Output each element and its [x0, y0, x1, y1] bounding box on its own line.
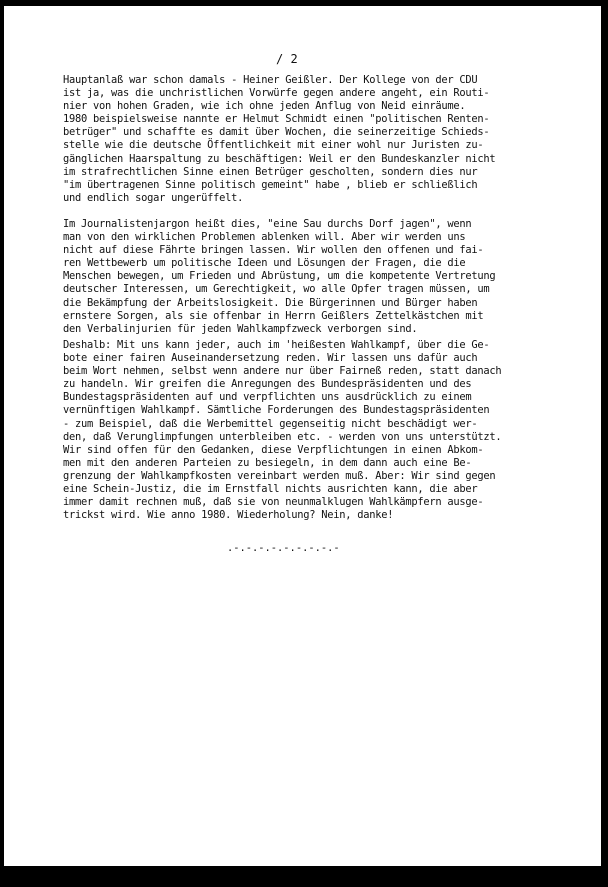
text-line: Menschen bewegen, um Frieden und Abrüstung, um die kompetente Vertretung	[63, 270, 496, 283]
text-line: Wir sind offen für den Gedanken, diese Verpflichtungen in einen Abkom-	[63, 443, 484, 456]
text-line: grenzung der Wahlkampfkosten vereinbart werden muß. Aber: Wir sind gegen	[63, 469, 496, 482]
text-line: 1980 beispielsweise nannte er Helmut Schmidt einen "politischen Renten-	[63, 113, 490, 126]
text-line: und endlich sogar ungerüffelt.	[63, 191, 244, 204]
text-line: ernstere Sorgen, als sie offenbar in Herrn Geißlers Zettelkästchen mit	[63, 309, 484, 322]
text-line: nier von hohen Graden, wie ich ohne jeden Anflug von Neid einräume.	[63, 100, 466, 113]
text-line: trickst wird. Wie anno 1980. Wiederholung? Nein, danke!	[63, 509, 394, 522]
text-line: betrüger" und schaffte es damit über Wochen, die seinerzeitige Schieds-	[63, 126, 490, 139]
text-line: deutscher Interessen, um Gerechtigkeit, wo alle Opfer tragen müssen, um	[63, 283, 490, 296]
text-line: beim Wort nehmen, selbst wenn andere nur über Fairneß reden, statt danach	[63, 365, 502, 378]
closing-separator: .-.-.-.-.-.-.-.-.-	[227, 542, 340, 554]
text-line: Hauptanlaß war schon damals - Heiner Geißler. Der Kollege von der CDU	[63, 74, 478, 86]
text-line: zu handeln. Wir greifen die Anregungen des Bundespräsidenten und des	[63, 378, 472, 391]
text-line: Bundestagspräsidenten auf und verpflichten uns ausdrücklich zu einem	[63, 391, 472, 404]
text-line: die Bekämpfung der Arbeitslosigkeit. Die Bürgerinnen und Bürger haben	[63, 296, 478, 309]
text-line: den, daß Verunglimpfungen unterbleiben etc. - werden von uns unterstützt.	[63, 430, 502, 443]
text-line: men mit den anderen Parteien zu besiegeln, in dem dann auch eine Be-	[63, 456, 472, 469]
text-line: Deshalb: Mit uns kann jeder, auch im 'heißesten Wahlkampf, über die Ge-	[63, 339, 490, 351]
text-line: gänglichen Haarspaltung zu beschäftigen: Weil er den Bundeskanzler nicht	[63, 152, 496, 165]
text-line: nicht auf diese Fährte bringen lassen. Wir wollen den offenen und fai-	[63, 244, 484, 257]
paragraph-3	[63, 339, 501, 522]
text-line: ren Wettbewerb um politische Ideen und Lösungen der Fragen, die die	[63, 257, 466, 270]
text-line: - zum Beispiel, daß die Werbemittel gegenseitig nicht beschädigt wer-	[63, 417, 478, 430]
text-line: immer damit rechnen muß, daß sie von neunmalklugen Wahlkämpfern ausge-	[63, 496, 484, 509]
page-number: / 2	[276, 52, 298, 66]
text-line: den Verbalinjurien für jeden Wahlkampfzweck verborgen sind.	[63, 322, 418, 335]
text-line: man von den wirklichen Problemen ablenken will. Aber wir werden uns	[63, 231, 466, 244]
paragraph-1	[63, 74, 495, 205]
text-line: ist ja, was die unchristlichen Vorwürfe gegen andere angeht, ein Routi-	[63, 87, 490, 100]
text-line: vernünftigen Wahlkampf. Sämtliche Forderungen des Bundestagspräsidenten	[63, 404, 490, 417]
text-line: "im übertragenen Sinne politisch gemeint" habe , blieb er schließlich	[63, 178, 478, 191]
text-line: im strafrechtlichen Sinne einen Betrüger gescholten, sondern dies nur	[63, 165, 478, 178]
text-line: eine Schein-Justiz, die im Ernstfall nichts ausrichten kann, die aber	[63, 483, 478, 496]
text-line: stelle wie die deutsche Öffentlichkeit mit einer wohl nur Juristen zu-	[63, 139, 484, 152]
document-page	[4, 6, 601, 866]
paragraph-2	[63, 218, 495, 336]
text-line: Im Journalistenjargon heißt dies, "eine Sau durchs Dorf jagen", wenn	[63, 218, 472, 230]
text-line: bote einer fairen Auseinandersetzung reden. Wir lassen uns dafür auch	[63, 352, 478, 365]
